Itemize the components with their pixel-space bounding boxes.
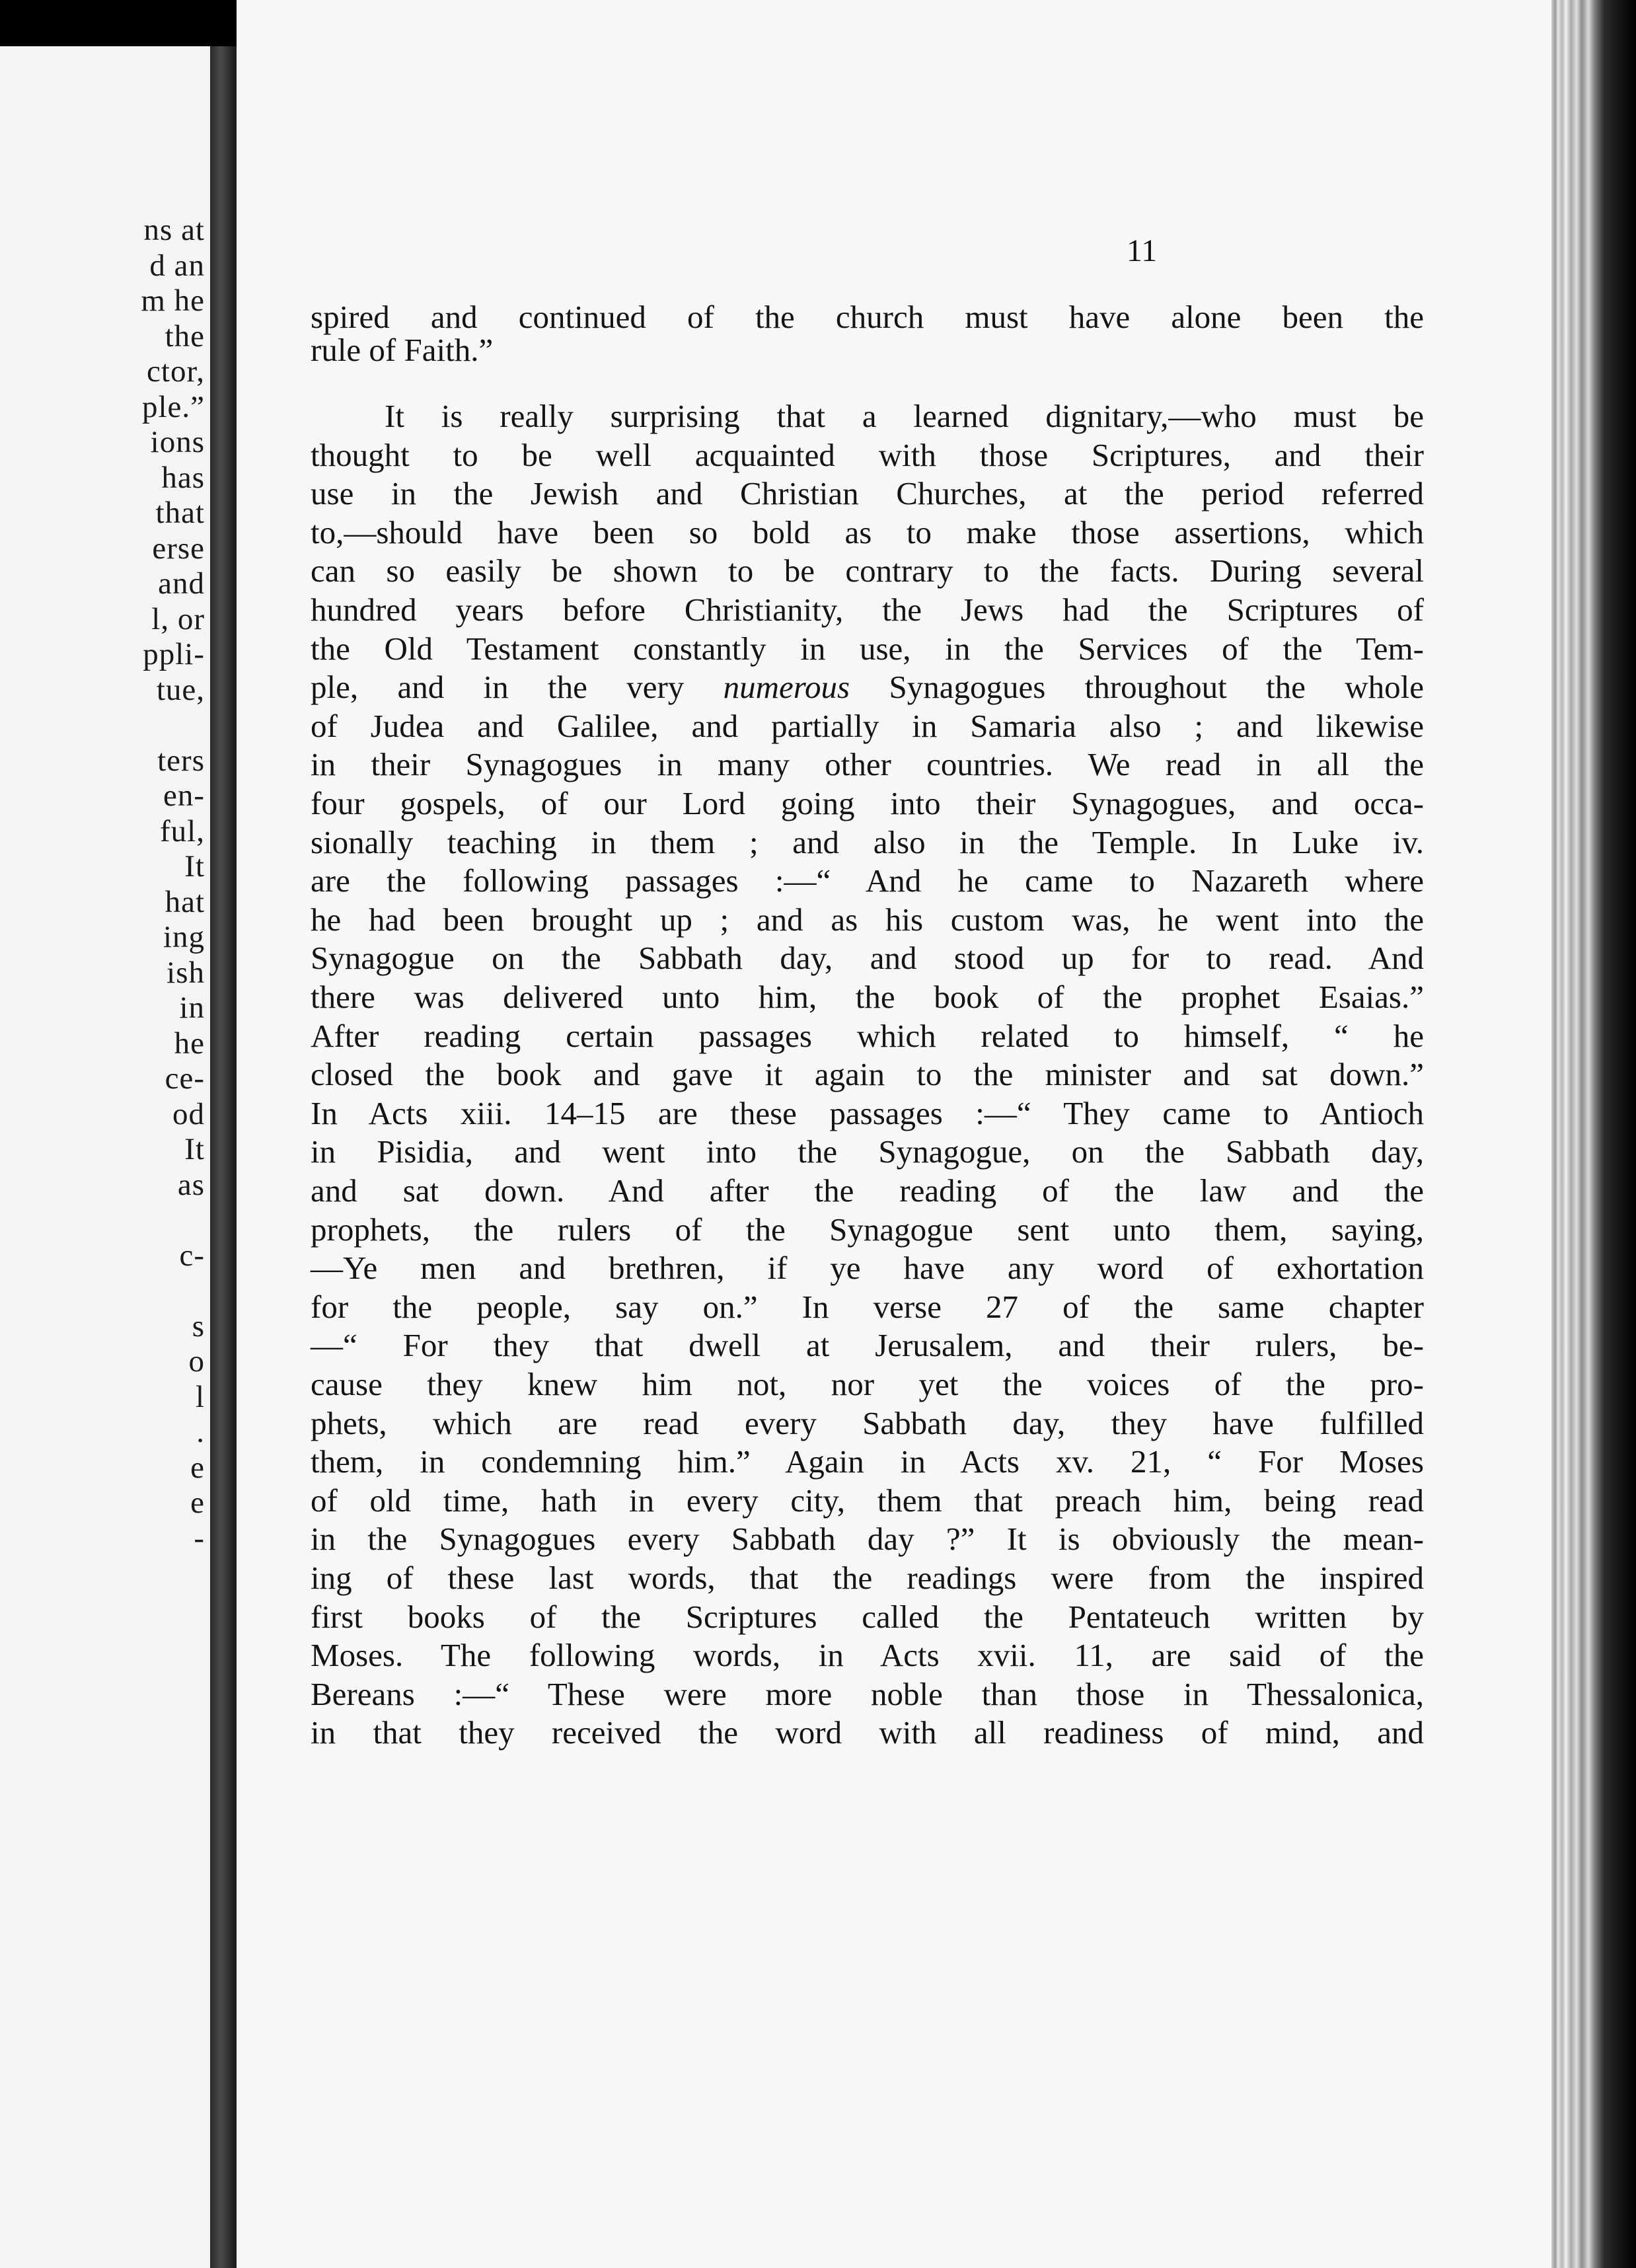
left-facing-page: [0, 46, 210, 2268]
text-line: are the following passages :—“ And he came to Nazareth where: [311, 862, 1424, 899]
left-page-line: d an: [149, 248, 205, 283]
text-line: Moses. The following words, in Acts xvii. 11, are said of the: [311, 1637, 1424, 1674]
text-line: closed the book and gave it again to the minister and sat down.”: [311, 1056, 1424, 1093]
text-line: and sat down. And after the reading of the law and the: [311, 1172, 1424, 1209]
left-page-line: e: [190, 1450, 205, 1485]
left-page-line: ful,: [160, 813, 205, 849]
text-line: in the Synagogues every Sabbath day ?” It is obviously the mean-: [311, 1521, 1424, 1558]
left-page-line: erse: [152, 531, 205, 566]
text-line: of Judea and Galilee, and partially in Samaria also ; and likewise: [311, 707, 1424, 744]
left-page-line: ing: [163, 920, 205, 954]
text-line: use in the Jewish and Christian Churches, at the period referred: [311, 475, 1424, 512]
text-line: ple, and in the very numerous Synagogues throughout the whole: [311, 669, 1424, 706]
text-line: to,—should have been so bold as to make those assertions, which: [311, 513, 1424, 550]
left-page-line: ions: [150, 425, 205, 459]
left-page-line: It: [184, 849, 205, 884]
page-body-text: [311, 0, 1424, 2268]
left-page-line: ppli-: [143, 637, 205, 671]
text-line: he had been brought up ; and as his custom was, he went into the: [311, 901, 1424, 938]
left-page-line: -: [194, 1521, 205, 1556]
text-line: in that they received the word with all readiness of mind, and: [311, 1714, 1424, 1751]
emphasized-word: numerous: [723, 669, 850, 706]
left-page-line: It: [184, 1132, 205, 1166]
left-page-line: the: [165, 319, 205, 354]
text-line: After reading certain passages which related to himself, “ he: [311, 1017, 1424, 1054]
left-page-line: ish: [167, 955, 205, 990]
text-line: can so easily be shown to be contrary to the facts. During several: [311, 552, 1424, 589]
text-line: —“ For they that dwell at Jerusalem, and their rulers, be-: [311, 1327, 1424, 1364]
left-page-line: as: [177, 1167, 205, 1202]
left-page-line: he: [174, 1026, 205, 1061]
text-line: hundred years before Christianity, the Jews had the Scriptures of: [311, 591, 1424, 628]
text-line: Bereans :—“ These were more noble than those in Thessalonica,: [311, 1675, 1424, 1712]
left-page-line: and: [158, 566, 205, 601]
text-line: in their Synagogues in many other countries. We read in all the: [311, 746, 1424, 783]
text-line: for the people, say on.” In verse 27 of the same chapter: [311, 1288, 1424, 1325]
page-stack-edges: [1551, 0, 1636, 2268]
text-line: ing of these last words, that the readings were from the inspired: [311, 1560, 1424, 1596]
left-page-line: od: [172, 1096, 205, 1131]
text-line: the Old Testament constantly in use, in the Services of the Tem-: [311, 630, 1424, 667]
left-page-line: in: [179, 991, 205, 1025]
left-page-line: ns at: [143, 213, 205, 247]
left-page-line: m he: [141, 284, 205, 318]
text-line: cause they knew him not, nor yet the voices of the pro-: [311, 1366, 1424, 1402]
text-line: of old time, hath in every city, them that preach him, being read: [311, 1482, 1424, 1519]
text-line: spired and continued of the church must have alone been the: [311, 299, 1424, 335]
text-line: first books of the Scriptures called the Pentateuch written by: [311, 1598, 1424, 1635]
left-page-line: has: [161, 460, 205, 495]
left-page-line: ce-: [165, 1061, 205, 1096]
text-line: —Ye men and brethren, if ye have any word of exhortation: [311, 1250, 1424, 1287]
left-page-line: hat: [165, 884, 205, 919]
left-page-line: ctor,: [147, 354, 205, 389]
text-line: thought to be well acquainted with those Scriptures, and their: [311, 436, 1424, 473]
left-page-line: ters: [157, 743, 205, 778]
text-line: rule of Faith.”: [311, 332, 494, 368]
book-gutter: [210, 46, 237, 2268]
left-page-line: l, or: [151, 601, 205, 636]
left-page-line: e: [190, 1486, 205, 1520]
left-page-line: ple.”: [141, 389, 205, 424]
left-page-line: o: [188, 1344, 205, 1379]
left-page-line: tue,: [156, 672, 205, 707]
text-line: sionally teaching in them ; and also in the Temple. In Luke iv.: [311, 823, 1424, 860]
left-page-line: .: [196, 1415, 205, 1449]
text-line: four gospels, of our Lord going into their Synagogues, and occa-: [311, 785, 1424, 821]
text-line: Synagogue on the Sabbath day, and stood up for to read. And: [311, 940, 1424, 977]
text-line: It is really surprising that a learned dignitary,—who must be: [385, 398, 1424, 434]
text-line: phets, which are read every Sabbath day, they have fulfilled: [311, 1404, 1424, 1441]
left-page-line: en-: [163, 778, 205, 813]
left-page-line: that: [155, 496, 205, 530]
text-line: prophets, the rulers of the Synagogue sent unto them, saying,: [311, 1211, 1424, 1248]
left-page-line: s: [192, 1308, 205, 1343]
text-line: them, in condemning him.” Again in Acts xv. 21, “ For Moses: [311, 1443, 1424, 1480]
left-page-line: l: [195, 1379, 205, 1414]
left-page-line: c-: [179, 1238, 205, 1273]
text-line: In Acts xiii. 14–15 are these passages :—“ They came to Antioch: [311, 1094, 1424, 1131]
text-line: there was delivered unto him, the book of the prophet Esaias.”: [311, 979, 1424, 1015]
text-line: in Pisidia, and went into the Synagogue, on the Sabbath day,: [311, 1133, 1424, 1170]
page-number: 11: [1127, 233, 1158, 268]
